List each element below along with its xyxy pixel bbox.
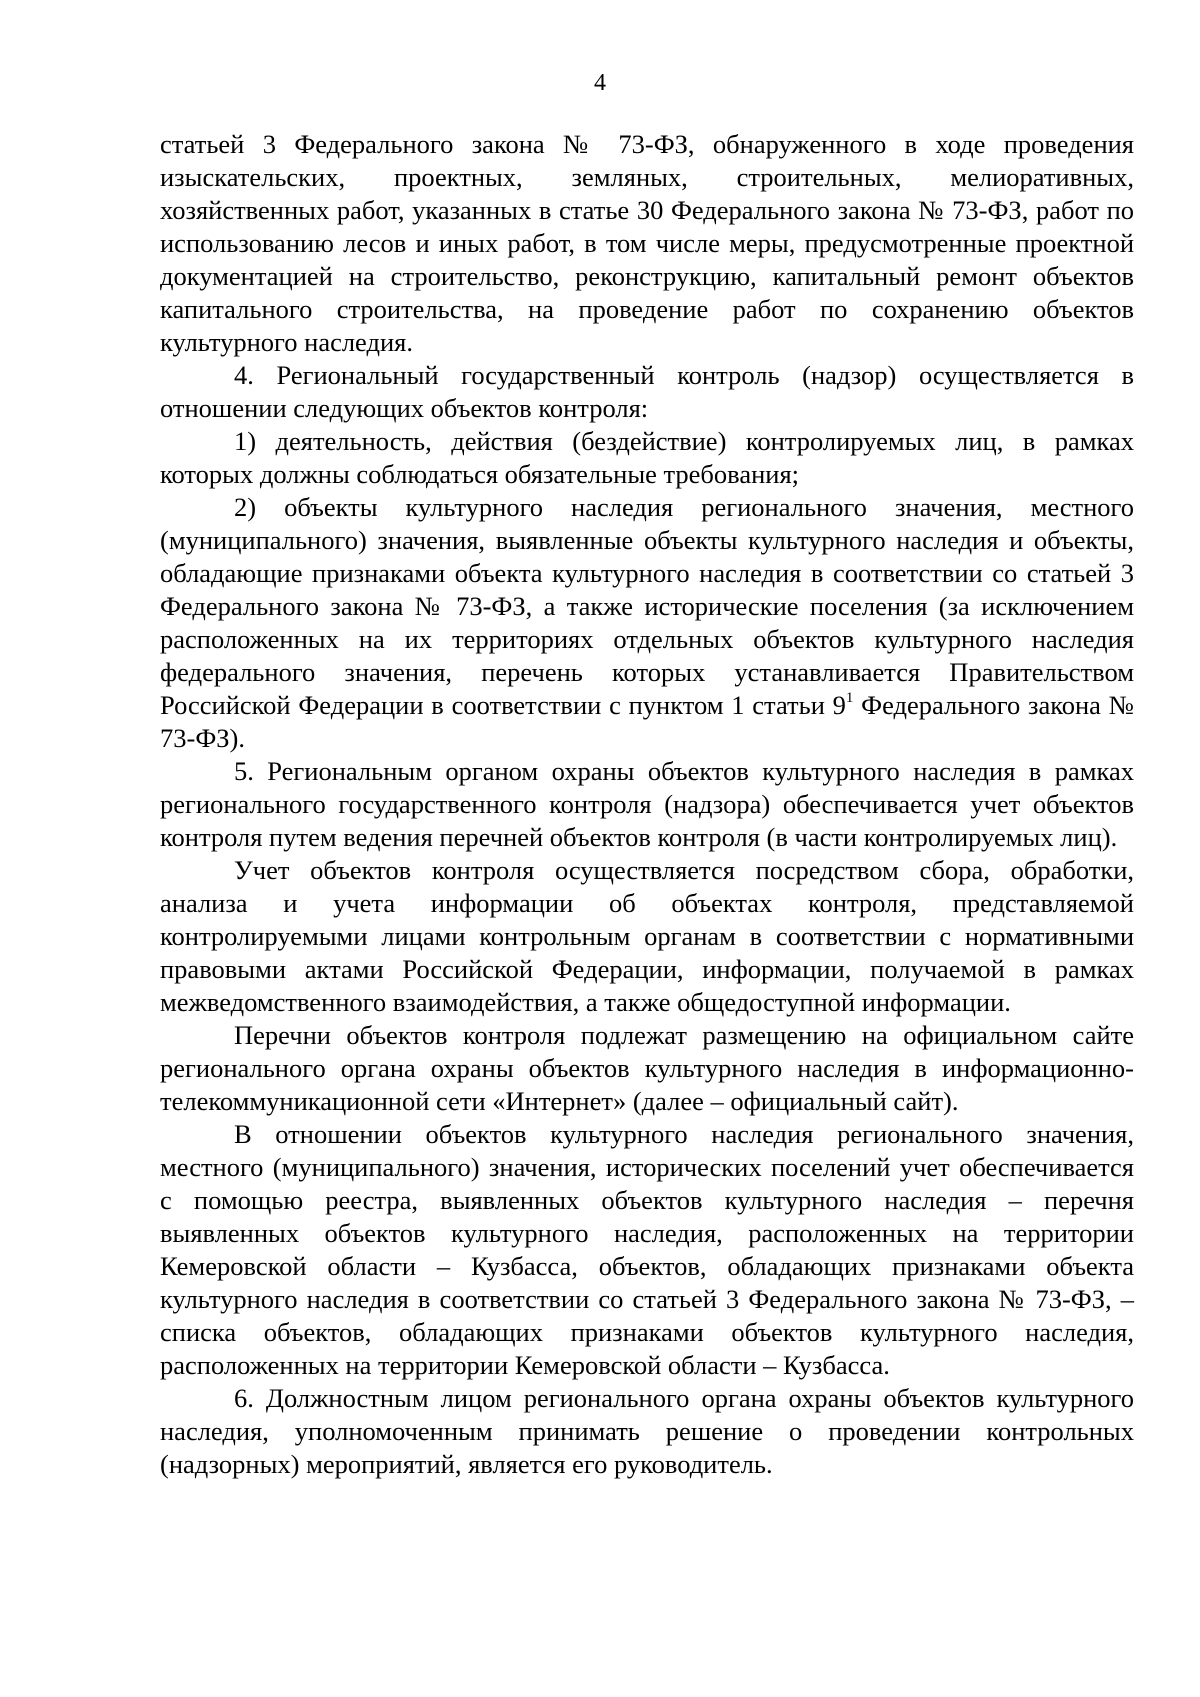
paragraph-subitem-2 xyxy=(160,491,1134,755)
paragraph-subitem-2-tail: Федерального закона № 73-ФЗ). xyxy=(160,690,1134,753)
paragraph-item-5: 5. Региональным органом охраны объектов культурного наследия в рамках регионального государственного контроля (надзора) обеспечивается учет объектов контроля путем ведения перечней объектов контроля (в части контролируемых лиц). xyxy=(160,756,1134,852)
paragraph-continuation: статьей 3 Федерального закона № 73-ФЗ, обнаруженного в ходе проведения изыскательских, проектных, земляных, строительных, мелиоративных, хозяйственных работ, указанных в статье 30 Федерального закона № 73-ФЗ, работ по использованию лесов и иных работ, в том числе меры, предусмотренные проектной документацией на строительство, реконструкцию, капитальный ремонт объектов капитального строительства, на проведение работ по сохранению объектов культурного наследия. xyxy=(160,129,1134,357)
paragraph-control-lists: Перечни объектов контроля подлежат размещению на официальном сайте регионального органа охраны объектов культурного наследия в информационно-телекоммуникационной сети «Интернет» (далее – официальный сайт). xyxy=(160,1020,1134,1116)
page-number: 4 xyxy=(594,70,606,96)
paragraph-item-4: 4. Региональный государственный контроль (надзор) осуществляется в отношении следующих объектов контроля: xyxy=(160,360,1134,423)
paragraph-item-6: 6. Должностным лицом регионального органа охраны объектов культурного наследия, уполномоченным принимать решение о проведении контрольных (надзорных) мероприятий, является его руководитель. xyxy=(160,1383,1134,1479)
superscript-article-index: 1 xyxy=(845,690,854,707)
paragraph-subitem-2-text: 2) объекты культурного наследия регионального значения, местного (муниципального) значения, выявленные объекты культурного наследия и объекты, обладающие признаками объекта культурного наследия в соответствии со статьей 3 Федерального закона № 73-ФЗ, а также исторические поселения (за исключением расположенных на их территориях отдельных объектов культурного наследия федерального значения, перечень которых устанавливается Правительством Российской Федерации в соответствии с пунктом 1 статьи 9 xyxy=(160,492,1134,720)
paragraph-heritage-registry: В отношении объектов культурного наследия регионального значения, местного (муниципального) значения, исторических поселений учет обеспечивается с помощью реестра, выявленных объектов культурного наследия – перечня выявленных объектов культурного наследия, расположенных на территории Кемеровской области – Кузбасса, объектов, обладающих признаками объекта культурного наследия в соответствии со статьей 3 Федерального закона № 73-ФЗ, – списка объектов, обладающих признаками объектов культурного наследия, расположенных на территории Кемеровской области – Кузбасса. xyxy=(160,1119,1134,1380)
paragraph-subitem-1: 1) деятельность, действия (бездействие) контролируемых лиц, в рамках которых должны соблюдаться обязательные требования; xyxy=(160,426,1134,489)
paragraph-control-accounting: Учет объектов контроля осуществляется посредством сбора, обработки, анализа и учета информации об объектах контроля, представляемой контролируемыми лицами контрольным органам в соответствии с нормативными правовыми актами Российской Федерации, информации, получаемой в рамках межведомственного взаимодействия, а также общедоступной информации. xyxy=(160,855,1134,1017)
document-body xyxy=(160,128,1134,1481)
